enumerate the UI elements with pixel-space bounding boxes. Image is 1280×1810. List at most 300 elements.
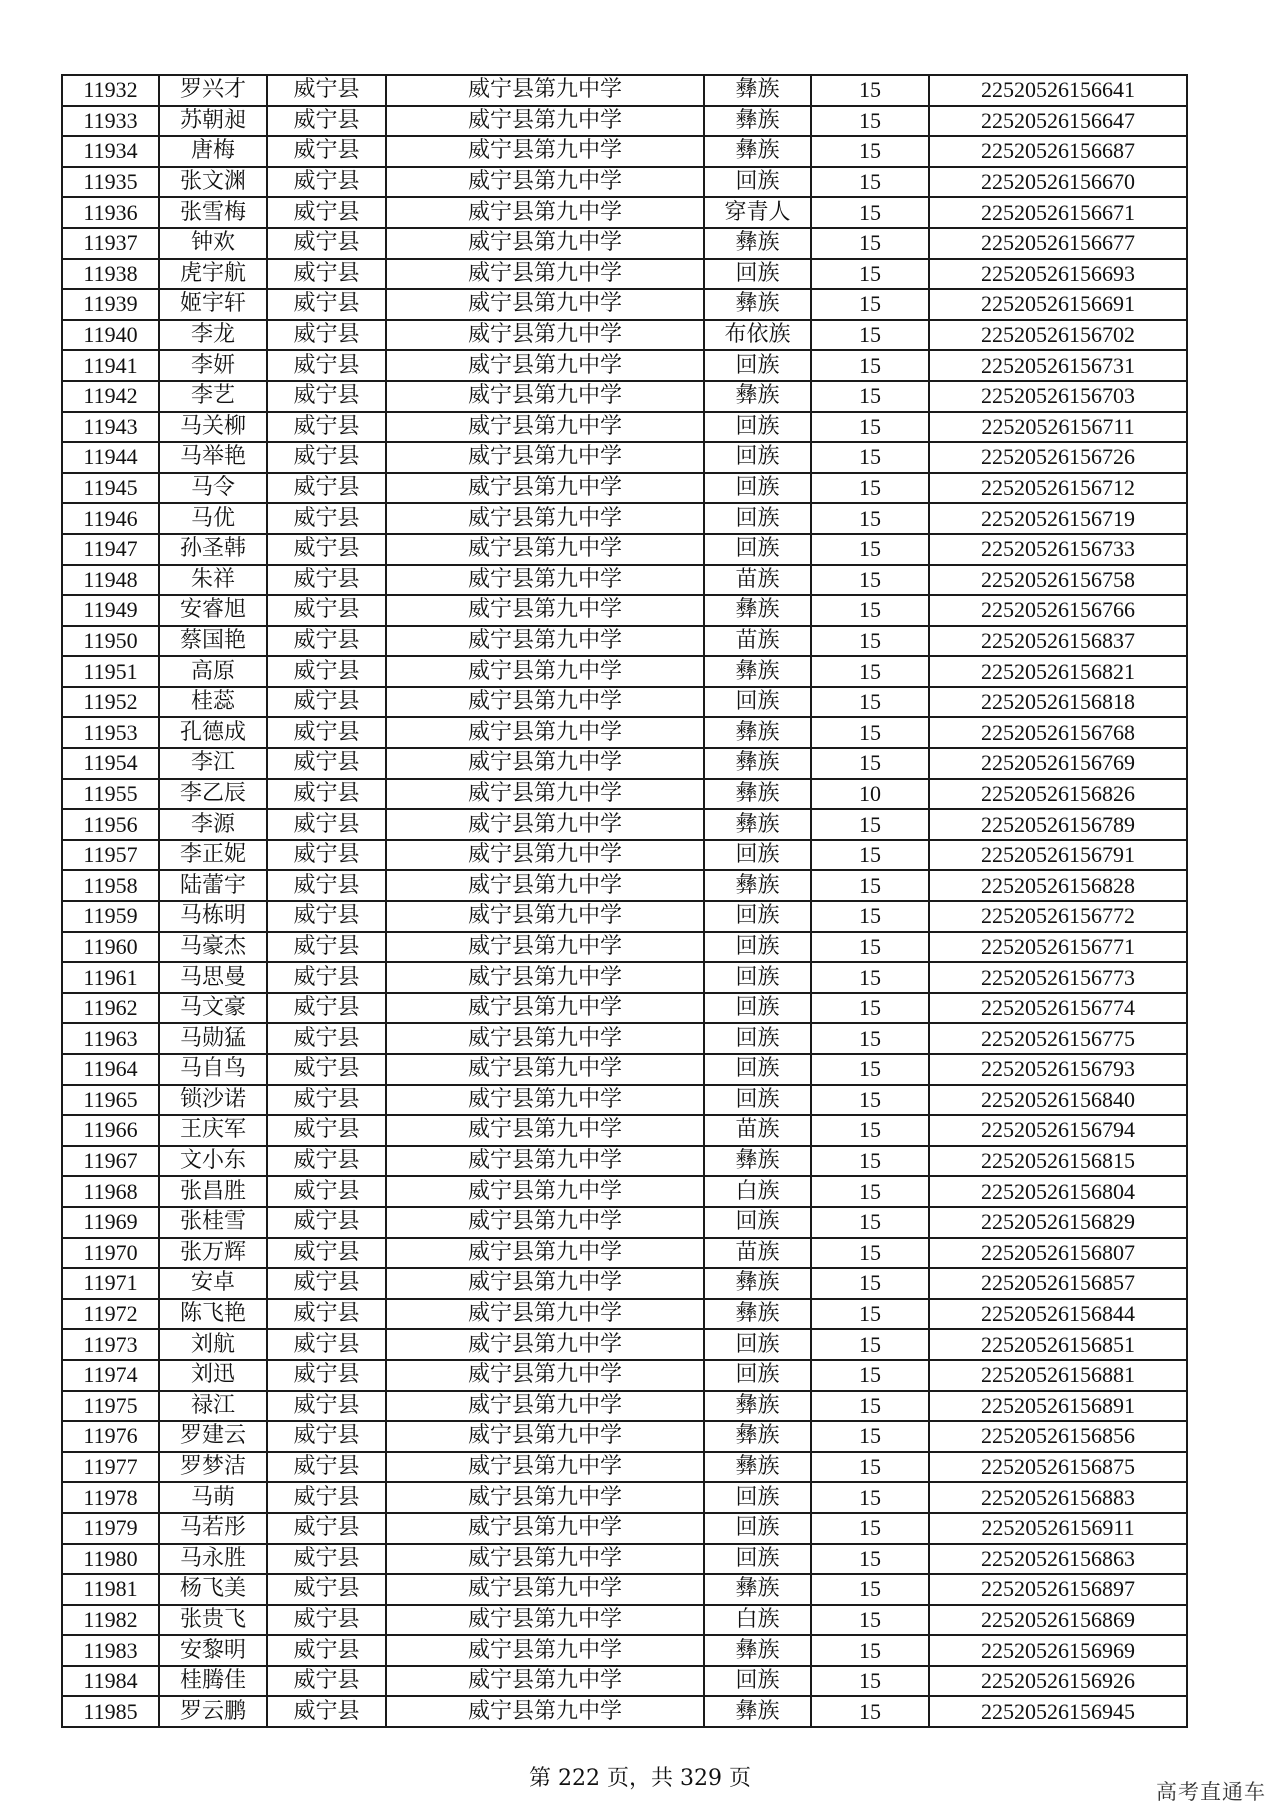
- name-cell: 张文渊: [159, 167, 267, 198]
- ethnicity-cell: 回族: [704, 901, 811, 932]
- name-cell: 马举艳: [159, 442, 267, 473]
- serial-number-cell: 11977: [62, 1452, 159, 1483]
- ethnicity-cell: 回族: [704, 1544, 811, 1575]
- ethnicity-cell: 彝族: [704, 1421, 811, 1452]
- serial-number-cell: 11974: [62, 1360, 159, 1391]
- ethnicity-cell: 回族: [704, 993, 811, 1024]
- school-cell: 威宁县第九中学: [386, 350, 704, 381]
- bonus-points-cell: 15: [811, 1115, 929, 1146]
- candidate-id-cell: 22520526156766: [929, 595, 1187, 626]
- serial-number-cell: 11985: [62, 1696, 159, 1727]
- ethnicity-cell: 回族: [704, 259, 811, 290]
- school-cell: 威宁县第九中学: [386, 870, 704, 901]
- bonus-points-cell: 15: [811, 1329, 929, 1360]
- candidate-id-cell: 22520526156769: [929, 748, 1187, 779]
- county-cell: 威宁县: [267, 228, 386, 259]
- serial-number-cell: 11942: [62, 381, 159, 412]
- serial-number-cell: 11943: [62, 412, 159, 443]
- name-cell: 安黎明: [159, 1635, 267, 1666]
- school-cell: 威宁县第九中学: [386, 932, 704, 963]
- name-cell: 张万辉: [159, 1238, 267, 1269]
- serial-number-cell: 11982: [62, 1605, 159, 1636]
- name-cell: 刘迅: [159, 1360, 267, 1391]
- county-cell: 威宁县: [267, 993, 386, 1024]
- ethnicity-cell: 回族: [704, 534, 811, 565]
- county-cell: 威宁县: [267, 687, 386, 718]
- county-cell: 威宁县: [267, 1452, 386, 1483]
- serial-number-cell: 11935: [62, 167, 159, 198]
- serial-number-cell: 11978: [62, 1482, 159, 1513]
- table-row: [62, 1452, 1187, 1483]
- bonus-points-cell: 15: [811, 1605, 929, 1636]
- bonus-points-cell: 15: [811, 870, 929, 901]
- name-cell: 禄江: [159, 1391, 267, 1422]
- table-row: [62, 1207, 1187, 1238]
- candidate-id-cell: 22520526156911: [929, 1513, 1187, 1544]
- table-row: [62, 840, 1187, 871]
- name-cell: 张桂雪: [159, 1207, 267, 1238]
- county-cell: 威宁县: [267, 320, 386, 351]
- school-cell: 威宁县第九中学: [386, 809, 704, 840]
- county-cell: 威宁县: [267, 259, 386, 290]
- serial-number-cell: 11963: [62, 1023, 159, 1054]
- school-cell: 威宁县第九中学: [386, 75, 704, 106]
- table-row: [62, 1238, 1187, 1269]
- county-cell: 威宁县: [267, 412, 386, 443]
- serial-number-cell: 11951: [62, 656, 159, 687]
- county-cell: 威宁县: [267, 167, 386, 198]
- ethnicity-cell: 回族: [704, 412, 811, 443]
- candidate-id-cell: 22520526156897: [929, 1574, 1187, 1605]
- county-cell: 威宁县: [267, 1054, 386, 1085]
- bonus-points-cell: 15: [811, 1023, 929, 1054]
- table-row: [62, 809, 1187, 840]
- candidate-id-cell: 22520526156758: [929, 565, 1187, 596]
- candidate-id-cell: 22520526156863: [929, 1544, 1187, 1575]
- ethnicity-cell: 回族: [704, 1085, 811, 1116]
- name-cell: 罗梦洁: [159, 1452, 267, 1483]
- school-cell: 威宁县第九中学: [386, 1666, 704, 1697]
- school-cell: 威宁县第九中学: [386, 1452, 704, 1483]
- school-cell: 威宁县第九中学: [386, 197, 704, 228]
- ethnicity-cell: 回族: [704, 1360, 811, 1391]
- ethnicity-cell: 回族: [704, 1023, 811, 1054]
- county-cell: 威宁县: [267, 1391, 386, 1422]
- candidate-id-cell: 22520526156875: [929, 1452, 1187, 1483]
- county-cell: 威宁县: [267, 779, 386, 810]
- table-row: [62, 932, 1187, 963]
- county-cell: 威宁县: [267, 381, 386, 412]
- school-cell: 威宁县第九中学: [386, 442, 704, 473]
- candidate-id-cell: 22520526156844: [929, 1299, 1187, 1330]
- serial-number-cell: 11975: [62, 1391, 159, 1422]
- ethnicity-cell: 回族: [704, 1482, 811, 1513]
- ethnicity-cell: 彝族: [704, 228, 811, 259]
- bonus-points-cell: 15: [811, 993, 929, 1024]
- ethnicity-cell: 彝族: [704, 870, 811, 901]
- candidate-id-cell: 22520526156828: [929, 870, 1187, 901]
- ethnicity-cell: 彝族: [704, 136, 811, 167]
- county-cell: 威宁县: [267, 1666, 386, 1697]
- name-cell: 李源: [159, 809, 267, 840]
- table-row: [62, 1574, 1187, 1605]
- name-cell: 李龙: [159, 320, 267, 351]
- serial-number-cell: 11969: [62, 1207, 159, 1238]
- school-cell: 威宁县第九中学: [386, 1023, 704, 1054]
- table-row: [62, 993, 1187, 1024]
- serial-number-cell: 11973: [62, 1329, 159, 1360]
- serial-number-cell: 11970: [62, 1238, 159, 1269]
- serial-number-cell: 11936: [62, 197, 159, 228]
- name-cell: 虎宇航: [159, 259, 267, 290]
- ethnicity-cell: 回族: [704, 503, 811, 534]
- school-cell: 威宁县第九中学: [386, 1513, 704, 1544]
- ethnicity-cell: 彝族: [704, 1146, 811, 1177]
- table-row: [62, 1329, 1187, 1360]
- table-row: [62, 1605, 1187, 1636]
- serial-number-cell: 11946: [62, 503, 159, 534]
- school-cell: 威宁县第九中学: [386, 1238, 704, 1269]
- serial-number-cell: 11956: [62, 809, 159, 840]
- ethnicity-cell: 彝族: [704, 809, 811, 840]
- ethnicity-cell: 苗族: [704, 1115, 811, 1146]
- table-row: [62, 106, 1187, 137]
- name-cell: 马勋猛: [159, 1023, 267, 1054]
- county-cell: 威宁县: [267, 1544, 386, 1575]
- name-cell: 张贵飞: [159, 1605, 267, 1636]
- county-cell: 威宁县: [267, 840, 386, 871]
- serial-number-cell: 11940: [62, 320, 159, 351]
- candidate-id-cell: 22520526156821: [929, 656, 1187, 687]
- serial-number-cell: 11972: [62, 1299, 159, 1330]
- name-cell: 王庆军: [159, 1115, 267, 1146]
- candidate-id-cell: 22520526156883: [929, 1482, 1187, 1513]
- serial-number-cell: 11944: [62, 442, 159, 473]
- school-cell: 威宁县第九中学: [386, 962, 704, 993]
- school-cell: 威宁县第九中学: [386, 289, 704, 320]
- name-cell: 李妍: [159, 350, 267, 381]
- school-cell: 威宁县第九中学: [386, 1054, 704, 1085]
- name-cell: 罗兴才: [159, 75, 267, 106]
- school-cell: 威宁县第九中学: [386, 1605, 704, 1636]
- county-cell: 威宁县: [267, 962, 386, 993]
- name-cell: 罗云鹏: [159, 1696, 267, 1727]
- ethnicity-cell: 回族: [704, 1666, 811, 1697]
- candidate-id-cell: 22520526156726: [929, 442, 1187, 473]
- bonus-points-cell: 15: [811, 962, 929, 993]
- county-cell: 威宁县: [267, 1482, 386, 1513]
- school-cell: 威宁县第九中学: [386, 1574, 704, 1605]
- bonus-points-cell: 15: [811, 1299, 929, 1330]
- candidate-id-cell: 22520526156789: [929, 809, 1187, 840]
- school-cell: 威宁县第九中学: [386, 1176, 704, 1207]
- county-cell: 威宁县: [267, 75, 386, 106]
- serial-number-cell: 11953: [62, 717, 159, 748]
- bonus-points-cell: 15: [811, 687, 929, 718]
- table-row: [62, 962, 1187, 993]
- school-cell: 威宁县第九中学: [386, 1299, 704, 1330]
- school-cell: 威宁县第九中学: [386, 320, 704, 351]
- name-cell: 马思曼: [159, 962, 267, 993]
- candidate-id-cell: 22520526156768: [929, 717, 1187, 748]
- candidate-id-cell: 22520526156733: [929, 534, 1187, 565]
- ethnicity-cell: 彝族: [704, 381, 811, 412]
- serial-number-cell: 11939: [62, 289, 159, 320]
- bonus-points-cell: 15: [811, 259, 929, 290]
- table-row: [62, 1268, 1187, 1299]
- name-cell: 马萌: [159, 1482, 267, 1513]
- ethnicity-cell: 回族: [704, 687, 811, 718]
- candidate-id-cell: 22520526156840: [929, 1085, 1187, 1116]
- candidate-id-cell: 22520526156804: [929, 1176, 1187, 1207]
- serial-number-cell: 11962: [62, 993, 159, 1024]
- candidate-id-cell: 22520526156691: [929, 289, 1187, 320]
- candidate-id-cell: 22520526156775: [929, 1023, 1187, 1054]
- name-cell: 唐梅: [159, 136, 267, 167]
- ethnicity-cell: 回族: [704, 1054, 811, 1085]
- county-cell: 威宁县: [267, 350, 386, 381]
- serial-number-cell: 11984: [62, 1666, 159, 1697]
- name-cell: 孙圣韩: [159, 534, 267, 565]
- county-cell: 威宁县: [267, 1176, 386, 1207]
- bonus-points-cell: 15: [811, 473, 929, 504]
- county-cell: 威宁县: [267, 197, 386, 228]
- school-cell: 威宁县第九中学: [386, 779, 704, 810]
- table-row: [62, 870, 1187, 901]
- bonus-points-cell: 15: [811, 75, 929, 106]
- school-cell: 威宁县第九中学: [386, 1268, 704, 1299]
- county-cell: 威宁县: [267, 534, 386, 565]
- table-row: [62, 473, 1187, 504]
- candidate-id-cell: 22520526156969: [929, 1635, 1187, 1666]
- school-cell: 威宁县第九中学: [386, 503, 704, 534]
- candidate-id-cell: 22520526156794: [929, 1115, 1187, 1146]
- table-row: [62, 228, 1187, 259]
- name-cell: 陈飞艳: [159, 1299, 267, 1330]
- county-cell: 威宁县: [267, 595, 386, 626]
- county-cell: 威宁县: [267, 1146, 386, 1177]
- serial-number-cell: 11971: [62, 1268, 159, 1299]
- serial-number-cell: 11965: [62, 1085, 159, 1116]
- table-row: [62, 1544, 1187, 1575]
- county-cell: 威宁县: [267, 1207, 386, 1238]
- bonus-points-cell: 15: [811, 1085, 929, 1116]
- candidate-id-cell: 22520526156677: [929, 228, 1187, 259]
- candidate-id-cell: 22520526156712: [929, 473, 1187, 504]
- name-cell: 杨飞美: [159, 1574, 267, 1605]
- name-cell: 马自鸟: [159, 1054, 267, 1085]
- ethnicity-cell: 回族: [704, 473, 811, 504]
- candidate-id-cell: 22520526156791: [929, 840, 1187, 871]
- candidate-id-cell: 22520526156891: [929, 1391, 1187, 1422]
- name-cell: 马文豪: [159, 993, 267, 1024]
- table-row: [62, 626, 1187, 657]
- serial-number-cell: 11980: [62, 1544, 159, 1575]
- school-cell: 威宁县第九中学: [386, 1635, 704, 1666]
- candidate-id-cell: 22520526156926: [929, 1666, 1187, 1697]
- serial-number-cell: 11934: [62, 136, 159, 167]
- school-cell: 威宁县第九中学: [386, 534, 704, 565]
- name-cell: 马若彤: [159, 1513, 267, 1544]
- bonus-points-cell: 15: [811, 412, 929, 443]
- table-row: [62, 1391, 1187, 1422]
- county-cell: 威宁县: [267, 1696, 386, 1727]
- serial-number-cell: 11964: [62, 1054, 159, 1085]
- serial-number-cell: 11968: [62, 1176, 159, 1207]
- name-cell: 陆蕾宇: [159, 870, 267, 901]
- table-row: [62, 901, 1187, 932]
- candidate-id-cell: 22520526156857: [929, 1268, 1187, 1299]
- county-cell: 威宁县: [267, 1360, 386, 1391]
- school-cell: 威宁县第九中学: [386, 1329, 704, 1360]
- bonus-points-cell: 15: [811, 1421, 929, 1452]
- candidate-id-cell: 22520526156851: [929, 1329, 1187, 1360]
- table-row: [62, 1085, 1187, 1116]
- county-cell: 威宁县: [267, 1329, 386, 1360]
- bonus-points-cell: 15: [811, 503, 929, 534]
- county-cell: 威宁县: [267, 136, 386, 167]
- name-cell: 马栋明: [159, 901, 267, 932]
- ethnicity-cell: 彝族: [704, 1299, 811, 1330]
- bonus-points-cell: 15: [811, 1207, 929, 1238]
- bonus-points-cell: 15: [811, 350, 929, 381]
- name-cell: 桂腾佳: [159, 1666, 267, 1697]
- serial-number-cell: 11947: [62, 534, 159, 565]
- serial-number-cell: 11976: [62, 1421, 159, 1452]
- candidate-id-cell: 22520526156772: [929, 901, 1187, 932]
- serial-number-cell: 11959: [62, 901, 159, 932]
- bonus-points-cell: 10: [811, 779, 929, 810]
- ethnicity-cell: 彝族: [704, 1268, 811, 1299]
- table-row: [62, 717, 1187, 748]
- table-row: [62, 565, 1187, 596]
- serial-number-cell: 11937: [62, 228, 159, 259]
- ethnicity-cell: 苗族: [704, 626, 811, 657]
- serial-number-cell: 11933: [62, 106, 159, 137]
- candidate-id-cell: 22520526156711: [929, 412, 1187, 443]
- candidate-id-cell: 22520526156693: [929, 259, 1187, 290]
- bonus-points-cell: 15: [811, 289, 929, 320]
- table-row: [62, 1696, 1187, 1727]
- bonus-points-cell: 15: [811, 442, 929, 473]
- county-cell: 威宁县: [267, 1238, 386, 1269]
- ethnicity-cell: 白族: [704, 1605, 811, 1636]
- serial-number-cell: 11957: [62, 840, 159, 871]
- school-cell: 威宁县第九中学: [386, 595, 704, 626]
- candidate-id-cell: 22520526156818: [929, 687, 1187, 718]
- table-row: [62, 748, 1187, 779]
- table-row: [62, 595, 1187, 626]
- bonus-points-cell: 15: [811, 932, 929, 963]
- school-cell: 威宁县第九中学: [386, 1696, 704, 1727]
- serial-number-cell: 11950: [62, 626, 159, 657]
- school-cell: 威宁县第九中学: [386, 1085, 704, 1116]
- school-cell: 威宁县第九中学: [386, 136, 704, 167]
- school-cell: 威宁县第九中学: [386, 106, 704, 137]
- table-row: [62, 779, 1187, 810]
- school-cell: 威宁县第九中学: [386, 1391, 704, 1422]
- ethnicity-cell: 彝族: [704, 1391, 811, 1422]
- table-row: [62, 136, 1187, 167]
- roster-table-body: [62, 75, 1187, 1727]
- school-cell: 威宁县第九中学: [386, 1482, 704, 1513]
- name-cell: 罗建云: [159, 1421, 267, 1452]
- bonus-points-cell: 15: [811, 595, 929, 626]
- county-cell: 威宁县: [267, 1268, 386, 1299]
- ethnicity-cell: 回族: [704, 442, 811, 473]
- table-row: [62, 259, 1187, 290]
- serial-number-cell: 11967: [62, 1146, 159, 1177]
- name-cell: 高原: [159, 656, 267, 687]
- name-cell: 姬宇轩: [159, 289, 267, 320]
- school-cell: 威宁县第九中学: [386, 626, 704, 657]
- serial-number-cell: 11979: [62, 1513, 159, 1544]
- ethnicity-cell: 回族: [704, 350, 811, 381]
- candidate-id-cell: 22520526156829: [929, 1207, 1187, 1238]
- name-cell: 锁沙诺: [159, 1085, 267, 1116]
- bonus-points-cell: 15: [811, 626, 929, 657]
- ethnicity-cell: 彝族: [704, 1635, 811, 1666]
- bonus-points-cell: 15: [811, 1146, 929, 1177]
- name-cell: 安睿旭: [159, 595, 267, 626]
- school-cell: 威宁县第九中学: [386, 1421, 704, 1452]
- bonus-points-cell: 15: [811, 1482, 929, 1513]
- serial-number-cell: 11952: [62, 687, 159, 718]
- bonus-points-cell: 15: [811, 1666, 929, 1697]
- county-cell: 威宁县: [267, 106, 386, 137]
- table-row: [62, 412, 1187, 443]
- bonus-points-cell: 15: [811, 717, 929, 748]
- serial-number-cell: 11948: [62, 565, 159, 596]
- bonus-points-cell: 15: [811, 901, 929, 932]
- county-cell: 威宁县: [267, 1085, 386, 1116]
- candidate-id-cell: 22520526156671: [929, 197, 1187, 228]
- ethnicity-cell: 苗族: [704, 1238, 811, 1269]
- serial-number-cell: 11954: [62, 748, 159, 779]
- ethnicity-cell: 彝族: [704, 1574, 811, 1605]
- ethnicity-cell: 回族: [704, 1329, 811, 1360]
- bonus-points-cell: 15: [811, 1054, 929, 1085]
- candidate-id-cell: 22520526156773: [929, 962, 1187, 993]
- bonus-points-cell: 15: [811, 1513, 929, 1544]
- county-cell: 威宁县: [267, 656, 386, 687]
- bonus-points-cell: 15: [811, 106, 929, 137]
- table-row: [62, 1666, 1187, 1697]
- bonus-points-cell: 15: [811, 1391, 929, 1422]
- serial-number-cell: 11945: [62, 473, 159, 504]
- county-cell: 威宁县: [267, 1635, 386, 1666]
- table-row: [62, 1421, 1187, 1452]
- name-cell: 马关柳: [159, 412, 267, 443]
- ethnicity-cell: 回族: [704, 932, 811, 963]
- serial-number-cell: 11958: [62, 870, 159, 901]
- table-row: [62, 534, 1187, 565]
- ethnicity-cell: 彝族: [704, 1696, 811, 1727]
- bonus-points-cell: 15: [811, 809, 929, 840]
- table-row: [62, 1635, 1187, 1666]
- ethnicity-cell: 穿青人: [704, 197, 811, 228]
- ethnicity-cell: 彝族: [704, 1452, 811, 1483]
- county-cell: 威宁县: [267, 901, 386, 932]
- county-cell: 威宁县: [267, 809, 386, 840]
- bonus-points-cell: 15: [811, 167, 929, 198]
- school-cell: 威宁县第九中学: [386, 167, 704, 198]
- ethnicity-cell: 回族: [704, 962, 811, 993]
- ethnicity-cell: 彝族: [704, 656, 811, 687]
- table-row: [62, 167, 1187, 198]
- county-cell: 威宁县: [267, 870, 386, 901]
- school-cell: 威宁县第九中学: [386, 1544, 704, 1575]
